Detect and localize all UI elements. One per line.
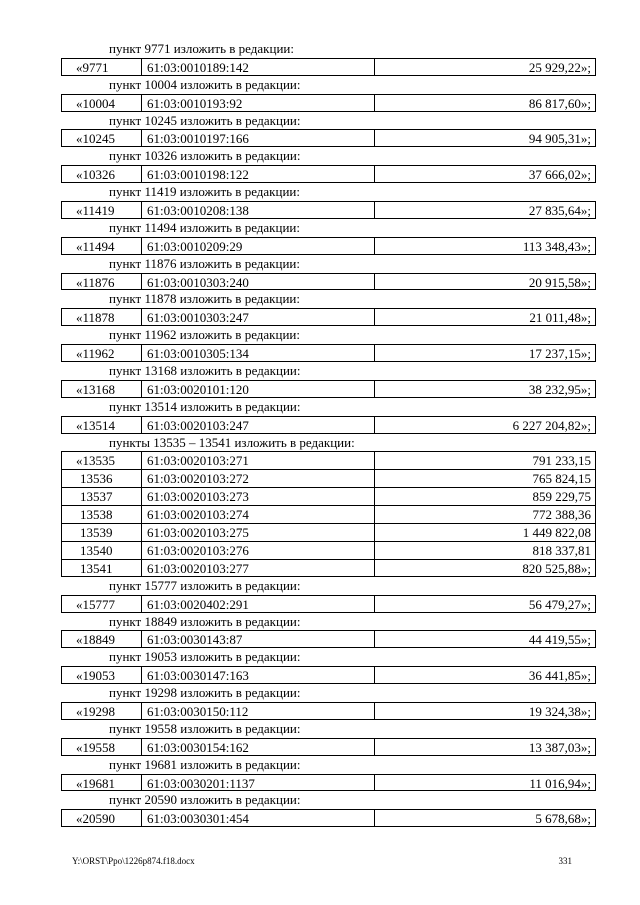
item-number-cell: «11878 xyxy=(62,309,142,325)
cadastral-number-cell: 61:03:0010305:134 xyxy=(142,345,375,361)
item-number-cell: «11419 xyxy=(62,202,142,218)
amendment-heading: пункт 19053 изложить в редакции: xyxy=(109,649,301,665)
item-number-cell: «13535 xyxy=(62,452,142,469)
value-cell: 17 237,15»; xyxy=(528,346,591,362)
value-cell: 859 229,75 xyxy=(532,489,591,505)
cadastral-number-cell: 61:03:0020103:277 xyxy=(142,560,375,576)
footer-file-path: Y:\ORST\Ppo\1226p874.f18.docx xyxy=(72,856,195,866)
cadastral-number-cell: 61:03:0020103:274 xyxy=(142,506,375,523)
amendment-heading: пункт 10004 изложить в редакции: xyxy=(109,76,301,92)
amendment-heading: пункт 9771 изложить в редакции: xyxy=(109,41,294,56)
table-row xyxy=(61,469,596,487)
item-number-cell: «19298 xyxy=(62,703,142,719)
cadastral-number-cell: 61:03:0020101:120 xyxy=(142,381,375,397)
item-number-cell: «11876 xyxy=(62,274,142,290)
amendment-heading: пункт 10245 изложить в редакции: xyxy=(109,112,301,128)
amendment-heading: пункт 19298 изложить в редакции: xyxy=(109,685,301,701)
cadastral-number-cell: 61:03:0020103:272 xyxy=(142,470,375,487)
table-row xyxy=(61,666,596,684)
value-cell: 44 419,55»; xyxy=(528,632,591,648)
table-row xyxy=(61,94,596,112)
cadastral-number-cell: 61:03:0030147:163 xyxy=(142,667,375,683)
table-row xyxy=(61,630,596,648)
value-cell: 818 337,81 xyxy=(532,542,591,558)
cadastral-number-cell: 61:03:0020103:273 xyxy=(142,488,375,505)
value-cell: 37 666,02»; xyxy=(528,167,591,183)
value-cell: 25 929,22»; xyxy=(528,59,591,75)
table-row xyxy=(61,165,596,183)
table-row xyxy=(61,273,596,291)
cadastral-number-cell: 61:03:0030150:112 xyxy=(142,703,375,719)
value-cell: 791 233,15 xyxy=(532,453,591,469)
cadastral-number-cell: 61:03:0020103:275 xyxy=(142,524,375,541)
item-number-cell: «9771 xyxy=(62,59,142,75)
table-row xyxy=(61,559,596,577)
cadastral-number-cell: 61:03:0020103:271 xyxy=(142,452,375,469)
table-row xyxy=(61,58,596,76)
value-cell: 765 824,15 xyxy=(532,471,591,487)
item-number-cell: «11962 xyxy=(62,345,142,361)
value-cell: 94 905,31»; xyxy=(528,131,591,147)
value-cell: 772 388,36 xyxy=(532,507,591,523)
table-row xyxy=(61,451,596,469)
value-cell: 19 324,38»; xyxy=(528,703,591,719)
item-number-cell: «19681 xyxy=(62,775,142,791)
amendment-heading: пункт 11878 изложить в редакции: xyxy=(109,291,300,307)
cadastral-number-cell: 61:03:0010193:92 xyxy=(142,95,375,111)
item-number-cell: «11494 xyxy=(62,238,142,254)
table-row xyxy=(61,738,596,756)
cadastral-number-cell: 61:03:0020103:247 xyxy=(142,417,375,433)
footer-page-number: 331 xyxy=(558,856,572,866)
item-number-cell: «19053 xyxy=(62,667,142,683)
table-row xyxy=(61,595,596,613)
value-cell: 13 387,03»; xyxy=(528,739,591,755)
value-cell: 36 441,85»; xyxy=(528,668,591,684)
value-cell: 86 817,60»; xyxy=(528,95,591,111)
item-number-cell: 13536 xyxy=(62,470,142,487)
item-number-cell: 13538 xyxy=(62,506,142,523)
cadastral-number-cell: 61:03:0010209:29 xyxy=(142,238,375,254)
item-number-cell: «10004 xyxy=(62,95,142,111)
value-cell: 56 479,27»; xyxy=(528,596,591,612)
item-number-cell: «10245 xyxy=(62,130,142,146)
item-number-cell: «15777 xyxy=(62,596,142,612)
cadastral-number-cell: 61:03:0020402:291 xyxy=(142,596,375,612)
value-cell: 38 232,95»; xyxy=(528,381,591,397)
value-cell: 27 835,64»; xyxy=(528,203,591,219)
item-number-cell: «18849 xyxy=(62,631,142,647)
table-row xyxy=(61,702,596,720)
amendment-heading: пункт 10326 изложить в редакции: xyxy=(109,148,301,164)
cadastral-number-cell: 61:03:0030143:87 xyxy=(142,631,375,647)
amendment-heading: пункт 11962 изложить в редакции: xyxy=(109,327,300,343)
amendment-heading: пункты 13535 – 13541 изложить в редакции: xyxy=(109,434,355,450)
table-row xyxy=(61,237,596,255)
cadastral-number-cell: 61:03:0010197:166 xyxy=(142,130,375,146)
amendment-heading: пункт 15777 изложить в редакции: xyxy=(109,577,301,593)
table-row xyxy=(61,380,596,398)
value-cell: 6 227 204,82»; xyxy=(512,417,591,433)
value-cell: 5 678,68»; xyxy=(535,811,591,827)
value-cell: 1 449 822,08 xyxy=(522,525,591,541)
value-cell: 20 915,58»; xyxy=(528,274,591,290)
cadastral-number-cell: 61:03:0010303:240 xyxy=(142,274,375,290)
value-cell: 113 348,43»; xyxy=(522,238,591,254)
amendment-heading: пункт 11494 изложить в редакции: xyxy=(109,219,300,235)
amendment-heading: пункт 18849 изложить в редакции: xyxy=(109,613,301,629)
document-body xyxy=(61,40,596,827)
cadastral-number-cell: 61:03:0030154:162 xyxy=(142,739,375,755)
table-row xyxy=(61,308,596,326)
value-cell: 820 525,88»; xyxy=(522,560,591,576)
table-row xyxy=(61,487,596,505)
cadastral-number-cell: 61:03:0030201:1137 xyxy=(142,775,375,791)
amendment-heading: пункт 11419 изложить в редакции: xyxy=(109,184,300,200)
item-number-cell: 13540 xyxy=(62,542,142,559)
value-cell: 21 011,48»; xyxy=(529,310,591,326)
amendment-heading: пункт 19681 изложить в редакции: xyxy=(109,756,301,772)
item-number-cell: «13514 xyxy=(62,417,142,433)
amendment-heading: пункт 11876 изложить в редакции: xyxy=(109,255,300,271)
table-row xyxy=(61,523,596,541)
item-number-cell: «13168 xyxy=(62,381,142,397)
item-number-cell: 13537 xyxy=(62,488,142,505)
table-row xyxy=(61,505,596,523)
amendment-heading: пункт 13168 изложить в редакции: xyxy=(109,363,301,379)
cadastral-number-cell: 61:03:0010303:247 xyxy=(142,309,375,325)
item-number-cell: «19558 xyxy=(62,739,142,755)
table-row xyxy=(61,201,596,219)
table-row xyxy=(61,416,596,434)
table-row xyxy=(61,541,596,559)
item-number-cell: 13539 xyxy=(62,524,142,541)
cadastral-number-cell: 61:03:0030301:454 xyxy=(142,810,375,826)
cadastral-number-cell: 61:03:0020103:276 xyxy=(142,542,375,559)
item-number-cell: 13541 xyxy=(62,560,142,576)
cadastral-number-cell: 61:03:0010189:142 xyxy=(142,59,375,75)
amendment-heading: пункт 13514 изложить в редакции: xyxy=(109,398,301,414)
amendment-heading: пункт 20590 изложить в редакции: xyxy=(109,792,301,808)
table-row xyxy=(61,344,596,362)
item-number-cell: «20590 xyxy=(62,810,142,826)
cadastral-number-cell: 61:03:0010198:122 xyxy=(142,166,375,182)
table-row xyxy=(61,129,596,147)
amendment-heading: пункт 19558 изложить в редакции: xyxy=(109,720,301,736)
value-cell: 11 016,94»; xyxy=(529,775,591,791)
cadastral-number-cell: 61:03:0010208:138 xyxy=(142,202,375,218)
table-row xyxy=(61,809,596,827)
table-row xyxy=(61,774,596,792)
item-number-cell: «10326 xyxy=(62,166,142,182)
